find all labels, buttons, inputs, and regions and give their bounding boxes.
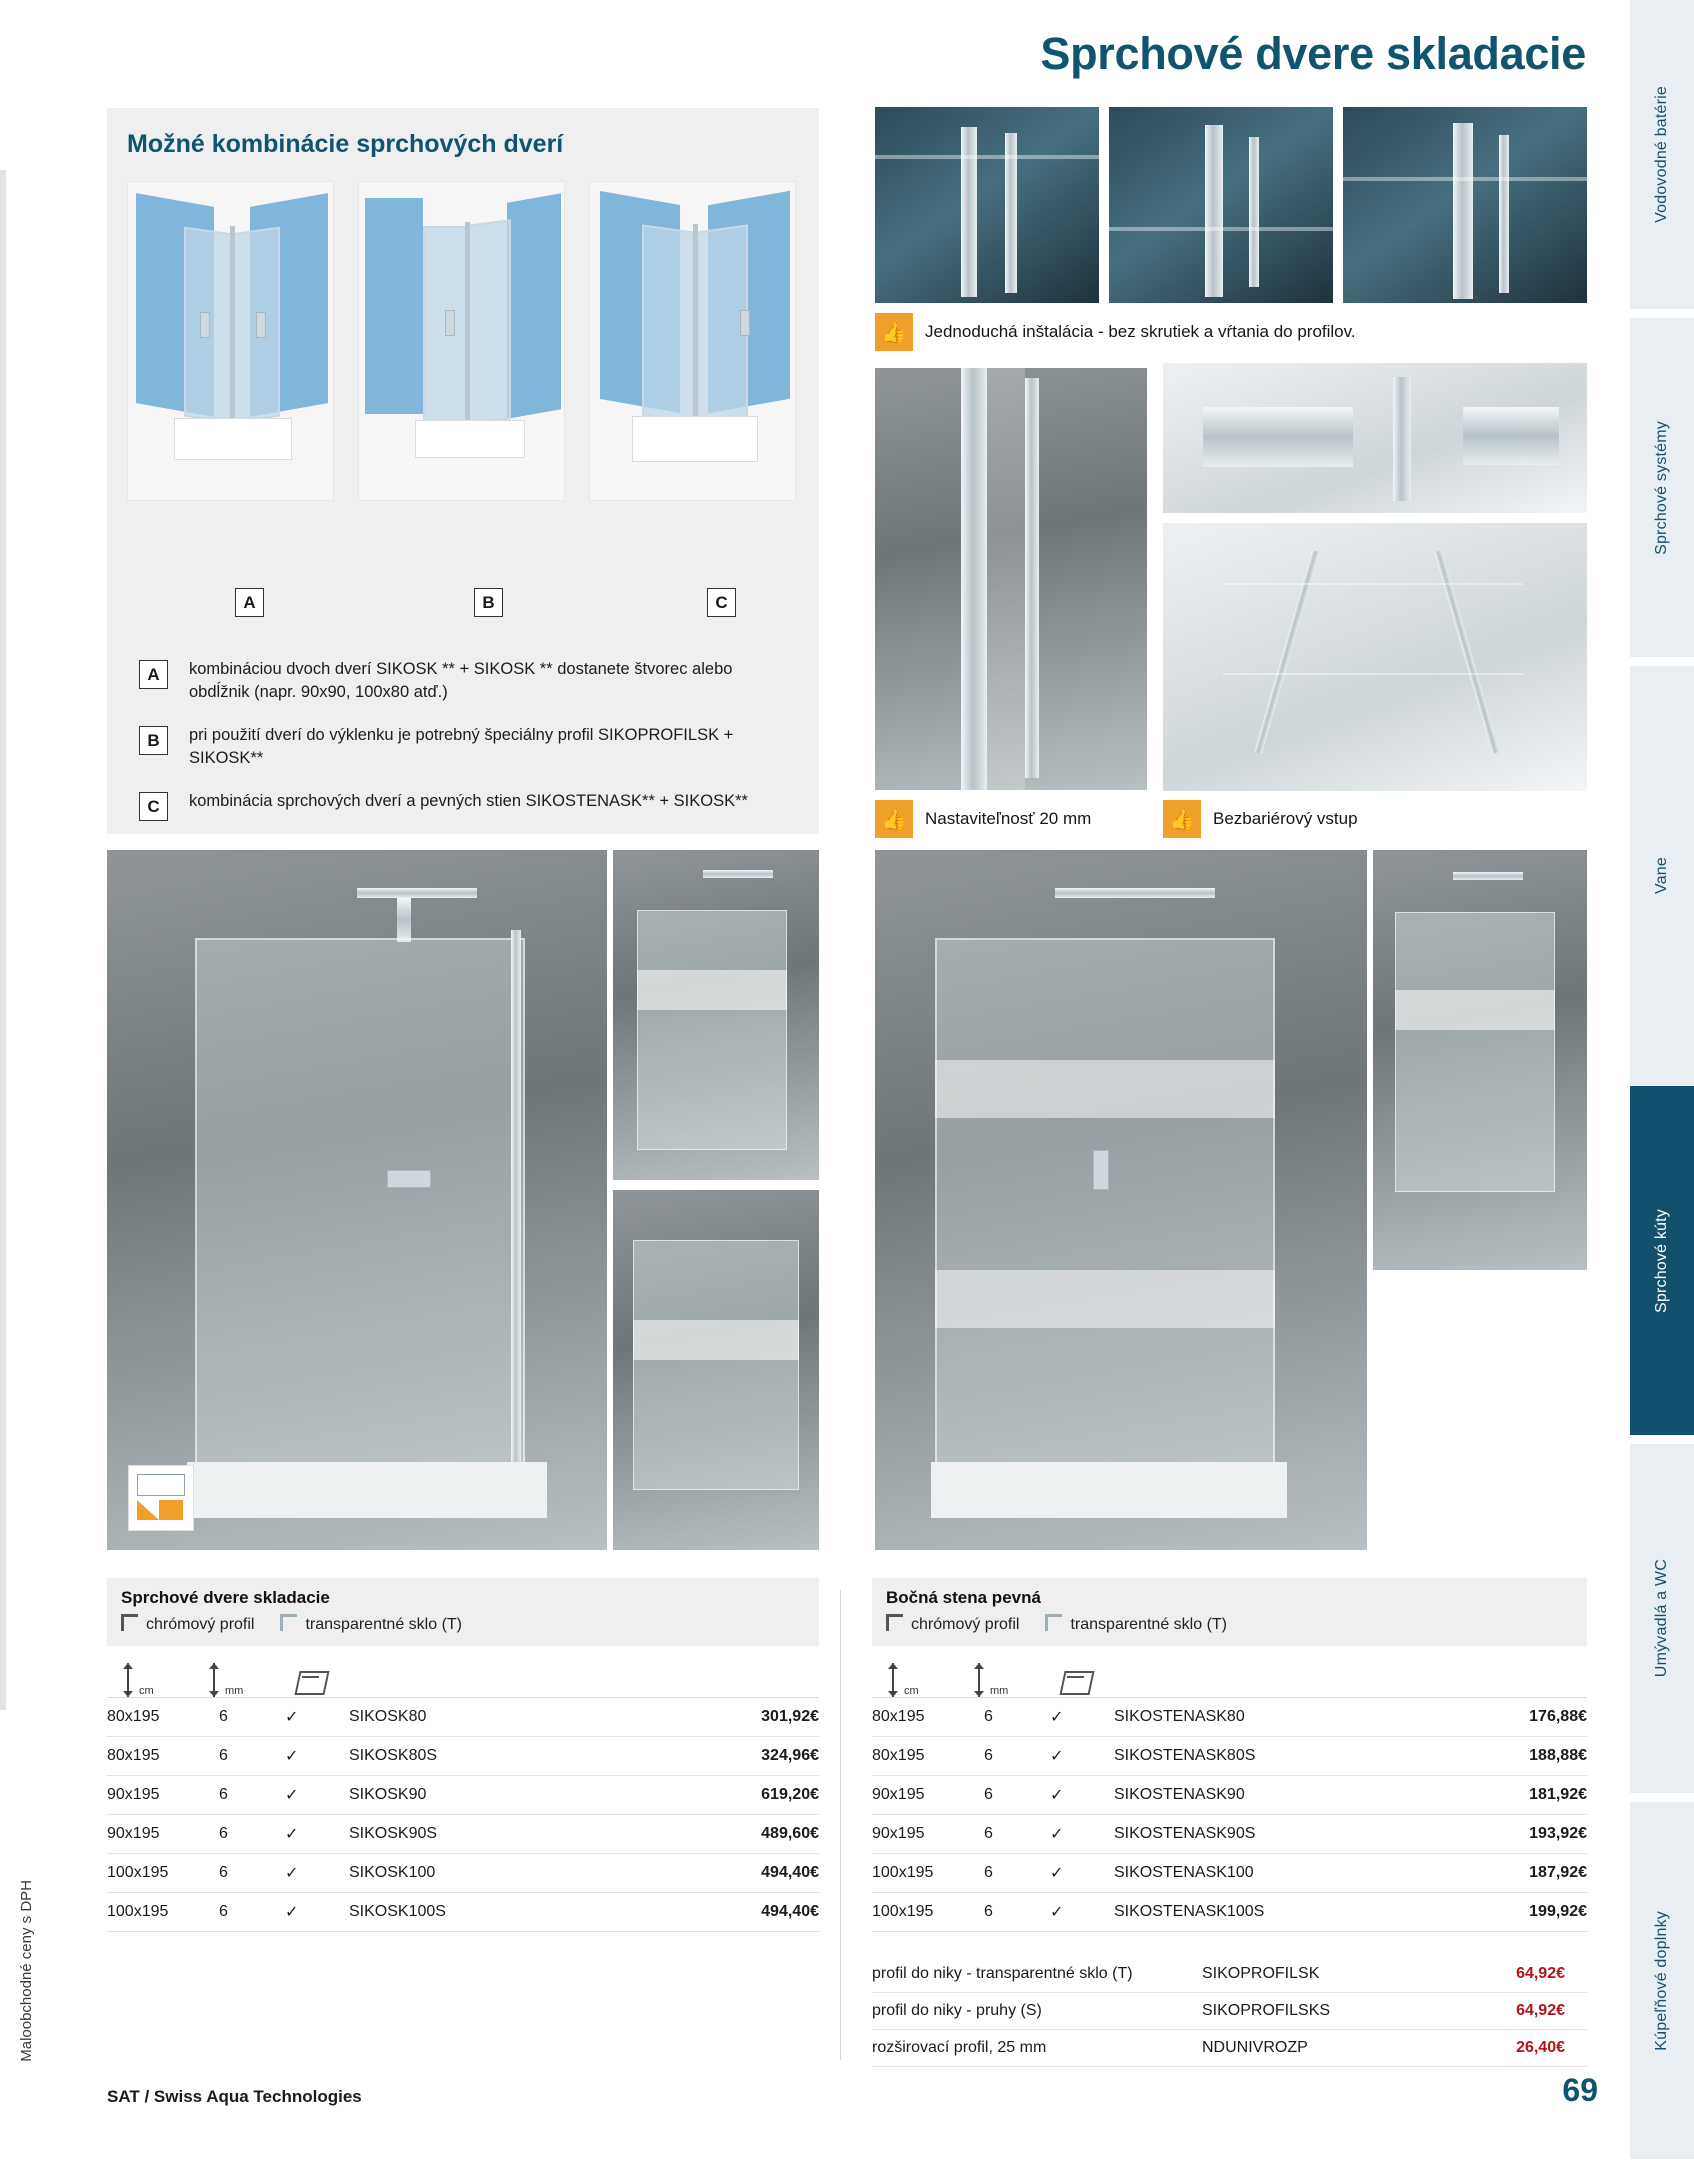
row-size: 80x195 <box>107 1737 219 1776</box>
side-tab-umyvadla-a-wc[interactable] <box>1630 1444 1694 1794</box>
side-tab-vane[interactable] <box>1630 666 1694 1086</box>
price-table-left-title: Sprchové dvere skladacie <box>121 1588 330 1607</box>
row-code: SIKOSK100 <box>349 1854 643 1893</box>
page-number: 69 <box>1562 2072 1598 2108</box>
row-code: SIKOSK90 <box>349 1776 643 1815</box>
accessory-code: SIKOPROFILSK <box>1202 1956 1442 1993</box>
row-code: SIKOSK100S <box>349 1893 643 1932</box>
row-check: ✓ <box>285 1893 349 1932</box>
row-price: 188,88€ <box>1456 1737 1587 1776</box>
table-row[interactable] <box>872 1893 1587 1932</box>
accessory-table <box>872 1956 1587 2067</box>
unit-mm-label: mm <box>225 1685 244 1697</box>
unit-cm <box>121 1663 207 1697</box>
legend-row-c <box>127 790 787 844</box>
side-tab-label: Kúpeľňové doplnky <box>1653 1910 1670 2051</box>
legend-badge-c: C <box>139 792 168 821</box>
combination-images <box>127 181 796 501</box>
row-size: 90x195 <box>872 1815 984 1854</box>
product-photo-left-thumb-2 <box>613 1190 819 1550</box>
row-code: SIKOSTENASK100S <box>1114 1893 1456 1932</box>
row-mm: 6 <box>984 1854 1050 1893</box>
product-photo-left-main <box>107 850 607 1550</box>
unit-cm-label: cm <box>904 1685 919 1697</box>
combination-image-badge-a: A <box>235 588 264 617</box>
side-tab-sprchove-systemy[interactable] <box>1630 318 1694 658</box>
row-size: 100x195 <box>107 1854 219 1893</box>
row-check: ✓ <box>285 1815 349 1854</box>
row-size: 80x195 <box>872 1737 984 1776</box>
row-price: 301,92€ <box>643 1698 819 1737</box>
legend-text-a: kombináciou dvoch dverí SIKOSK ** + SIKOSK ** dostanete štvorec alebo obdĺžnik (napr. 90x90, 100x80 atď.) <box>189 660 733 701</box>
combination-image-a <box>127 181 334 501</box>
unit-mm-label: mm <box>990 1685 1009 1697</box>
row-mm: 6 <box>984 1815 1050 1854</box>
accessory-name: profil do niky - transparentné sklo (T) <box>872 1956 1202 1993</box>
row-price: 324,96€ <box>643 1737 819 1776</box>
row-code: SIKOSTENASK90S <box>1114 1815 1456 1854</box>
side-tab-label: Umývadlá a WC <box>1653 1559 1670 1678</box>
accessory-name: profil do niky - pruhy (S) <box>872 1993 1202 2030</box>
row-check: ✓ <box>1050 1815 1114 1854</box>
price-table-right <box>872 1578 1587 2067</box>
row-code: SIKOSTENASK80 <box>1114 1698 1456 1737</box>
price-table-left-sub1 <box>121 1614 254 1634</box>
row-check: ✓ <box>1050 1737 1114 1776</box>
accessory-code: SIKOPROFILSKS <box>1202 1993 1442 2030</box>
page-title: Sprchové dvere skladacie <box>1040 28 1586 79</box>
glass-icon <box>280 1614 297 1631</box>
row-check: ✓ <box>285 1854 349 1893</box>
table-row[interactable] <box>872 1993 1587 2030</box>
side-tab-gap <box>1630 310 1694 318</box>
feature-1 <box>875 313 1356 351</box>
combination-panel <box>107 108 819 834</box>
price-table-right-header <box>872 1578 1587 1646</box>
page-edge-strip <box>0 170 6 1710</box>
row-size: 100x195 <box>107 1893 219 1932</box>
table-row[interactable] <box>107 1698 819 1737</box>
unit-mm <box>972 1663 1058 1697</box>
thumbs-up-icon: 👍 <box>875 313 913 351</box>
thumbs-up-icon: 👍 <box>875 800 913 838</box>
row-size: 90x195 <box>872 1776 984 1815</box>
profile-icon <box>121 1614 138 1631</box>
table-row[interactable] <box>107 1737 819 1776</box>
row-check: ✓ <box>1050 1776 1114 1815</box>
accessory-code: NDUNIVROZP <box>1202 2030 1442 2067</box>
unit-cm <box>886 1663 972 1697</box>
shower-tray-icon <box>128 1465 194 1531</box>
side-tab-rail <box>1630 0 1694 2160</box>
row-mm: 6 <box>984 1776 1050 1815</box>
price-table-left-units <box>107 1646 819 1698</box>
combination-image-badge-c: C <box>707 588 736 617</box>
table-row[interactable] <box>872 2030 1587 2067</box>
combination-image-c <box>589 181 796 501</box>
product-photo-left-thumb-1 <box>613 850 819 1180</box>
retail-price-note: Maloobchodné ceny s DPH <box>18 1880 35 2062</box>
price-table-left-sub1-label: chrómový profil <box>146 1616 255 1633</box>
row-price: 187,92€ <box>1456 1854 1587 1893</box>
detail-photo-3 <box>1343 107 1587 303</box>
table-row[interactable] <box>872 1854 1587 1893</box>
row-mm: 6 <box>219 1776 285 1815</box>
row-mm: 6 <box>984 1737 1050 1776</box>
price-table-right-sub1 <box>886 1614 1019 1634</box>
row-size: 80x195 <box>872 1698 984 1737</box>
feature-3-text: Bezbariérový vstup <box>1213 809 1358 828</box>
combination-legend <box>127 658 787 856</box>
price-table-left-sub2 <box>280 1614 462 1634</box>
row-code: SIKOSK90S <box>349 1815 643 1854</box>
price-table-right-sub2 <box>1045 1614 1227 1634</box>
row-code: SIKOSTENASK90 <box>1114 1776 1456 1815</box>
row-mm: 6 <box>219 1815 285 1854</box>
row-size: 100x195 <box>872 1854 984 1893</box>
row-price: 494,40€ <box>643 1854 819 1893</box>
detail-photo-1 <box>875 107 1099 303</box>
row-check: ✓ <box>285 1737 349 1776</box>
column-divider <box>840 1590 841 2060</box>
row-size: 90x195 <box>107 1815 219 1854</box>
price-table-left-header <box>107 1578 819 1646</box>
price-table-right-title: Bočná stena pevná <box>886 1588 1041 1607</box>
thumbs-up-icon: 👍 <box>1163 800 1201 838</box>
unit-cm-label: cm <box>139 1685 154 1697</box>
side-tab-gap <box>1630 1794 1694 1802</box>
table-row[interactable] <box>872 1815 1587 1854</box>
side-tab-kupelnove-doplnky[interactable] <box>1630 1802 1694 2160</box>
row-price: 193,92€ <box>1456 1815 1587 1854</box>
accessory-price: 64,92€ <box>1442 1956 1587 1993</box>
row-check: ✓ <box>1050 1854 1114 1893</box>
row-size: 100x195 <box>872 1893 984 1932</box>
table-row[interactable] <box>107 1854 819 1893</box>
product-photo-right-thumb <box>1373 850 1587 1270</box>
row-mm: 6 <box>984 1893 1050 1932</box>
table-row[interactable] <box>107 1776 819 1815</box>
price-table-right-sub1-label: chrómový profil <box>911 1616 1020 1633</box>
row-mm: 6 <box>219 1893 285 1932</box>
combination-image-badge-b: B <box>474 588 503 617</box>
row-price: 494,40€ <box>643 1893 819 1932</box>
row-mm: 6 <box>219 1854 285 1893</box>
row-price: 489,60€ <box>643 1815 819 1854</box>
side-tab-label: Vodovodné batérie <box>1653 86 1670 223</box>
detail-photo-6 <box>1163 523 1587 791</box>
side-tab-vodovodne-baterie[interactable] <box>1630 0 1694 310</box>
side-tab-gap <box>1630 1436 1694 1444</box>
row-price: 181,92€ <box>1456 1776 1587 1815</box>
legend-text-c: kombinácia sprchových dverí a pevných stien SIKOSTENASK** + SIKOSK** <box>189 792 748 810</box>
legend-row-b <box>127 724 787 778</box>
glass-type-icon <box>293 1667 379 1697</box>
row-mm: 6 <box>219 1698 285 1737</box>
combination-image-b <box>358 181 565 501</box>
accessory-price: 26,40€ <box>1442 2030 1587 2067</box>
price-table-left-body <box>107 1698 819 1932</box>
table-row[interactable] <box>107 1893 819 1932</box>
table-row[interactable] <box>872 1956 1587 1993</box>
side-tab-gap <box>1630 658 1694 666</box>
feature-3 <box>1163 800 1358 838</box>
accessory-name: rozširovací profil, 25 mm <box>872 2030 1202 2067</box>
row-mm: 6 <box>219 1737 285 1776</box>
price-table-right-sub2-label: transparentné sklo (T) <box>1070 1616 1227 1633</box>
row-check: ✓ <box>1050 1893 1114 1932</box>
row-price: 619,20€ <box>643 1776 819 1815</box>
detail-photo-4 <box>875 368 1147 790</box>
side-tab-sprchove-kuty[interactable] <box>1630 1086 1694 1436</box>
side-tab-label: Sprchové kúty <box>1653 1208 1670 1313</box>
price-table-left <box>107 1578 819 1932</box>
unit-mm <box>207 1663 293 1697</box>
row-check: ✓ <box>1050 1698 1114 1737</box>
row-code: SIKOSK80 <box>349 1698 643 1737</box>
profile-icon <box>886 1614 903 1631</box>
accessory-price: 64,92€ <box>1442 1993 1587 2030</box>
legend-row-a <box>127 658 787 712</box>
price-table-right-units <box>872 1646 1587 1698</box>
row-code: SIKOSK80S <box>349 1737 643 1776</box>
price-table-left-sub2-label: transparentné sklo (T) <box>305 1616 462 1633</box>
combination-title: Možné kombinácie sprchových dverí <box>127 130 564 158</box>
table-row[interactable] <box>872 1698 1587 1737</box>
product-photo-right-main <box>875 850 1367 1550</box>
row-code: SIKOSTENASK100 <box>1114 1854 1456 1893</box>
row-size: 80x195 <box>107 1698 219 1737</box>
detail-photo-2 <box>1109 107 1333 303</box>
side-tab-label: Vane <box>1653 857 1670 894</box>
table-row[interactable] <box>107 1815 819 1854</box>
table-row[interactable] <box>872 1737 1587 1776</box>
feature-2 <box>875 800 1091 838</box>
table-row[interactable] <box>872 1776 1587 1815</box>
row-size: 90x195 <box>107 1776 219 1815</box>
detail-photo-5 <box>1163 363 1587 513</box>
glass-type-icon <box>1058 1667 1144 1697</box>
row-price: 176,88€ <box>1456 1698 1587 1737</box>
row-mm: 6 <box>984 1698 1050 1737</box>
legend-badge-a: A <box>139 660 168 689</box>
legend-text-b: pri použití dverí do výklenku je potrebný špeciálny profil SIKOPROFILSK + SIKOSK** <box>189 726 734 767</box>
row-code: SIKOSTENASK80S <box>1114 1737 1456 1776</box>
legend-badge-b: B <box>139 726 168 755</box>
feature-2-text: Nastaviteľnosť 20 mm <box>925 809 1092 828</box>
glass-icon <box>1045 1614 1062 1631</box>
row-check: ✓ <box>285 1776 349 1815</box>
price-table-right-body <box>872 1698 1587 1932</box>
feature-1-text: Jednoduchá inštalácia - bez skrutiek a vŕtania do profilov. <box>925 322 1356 341</box>
row-check: ✓ <box>285 1698 349 1737</box>
footer-brand: SAT / Swiss Aqua Technologies <box>107 2087 362 2106</box>
side-tab-label: Sprchové systémy <box>1653 420 1670 555</box>
row-price: 199,92€ <box>1456 1893 1587 1932</box>
